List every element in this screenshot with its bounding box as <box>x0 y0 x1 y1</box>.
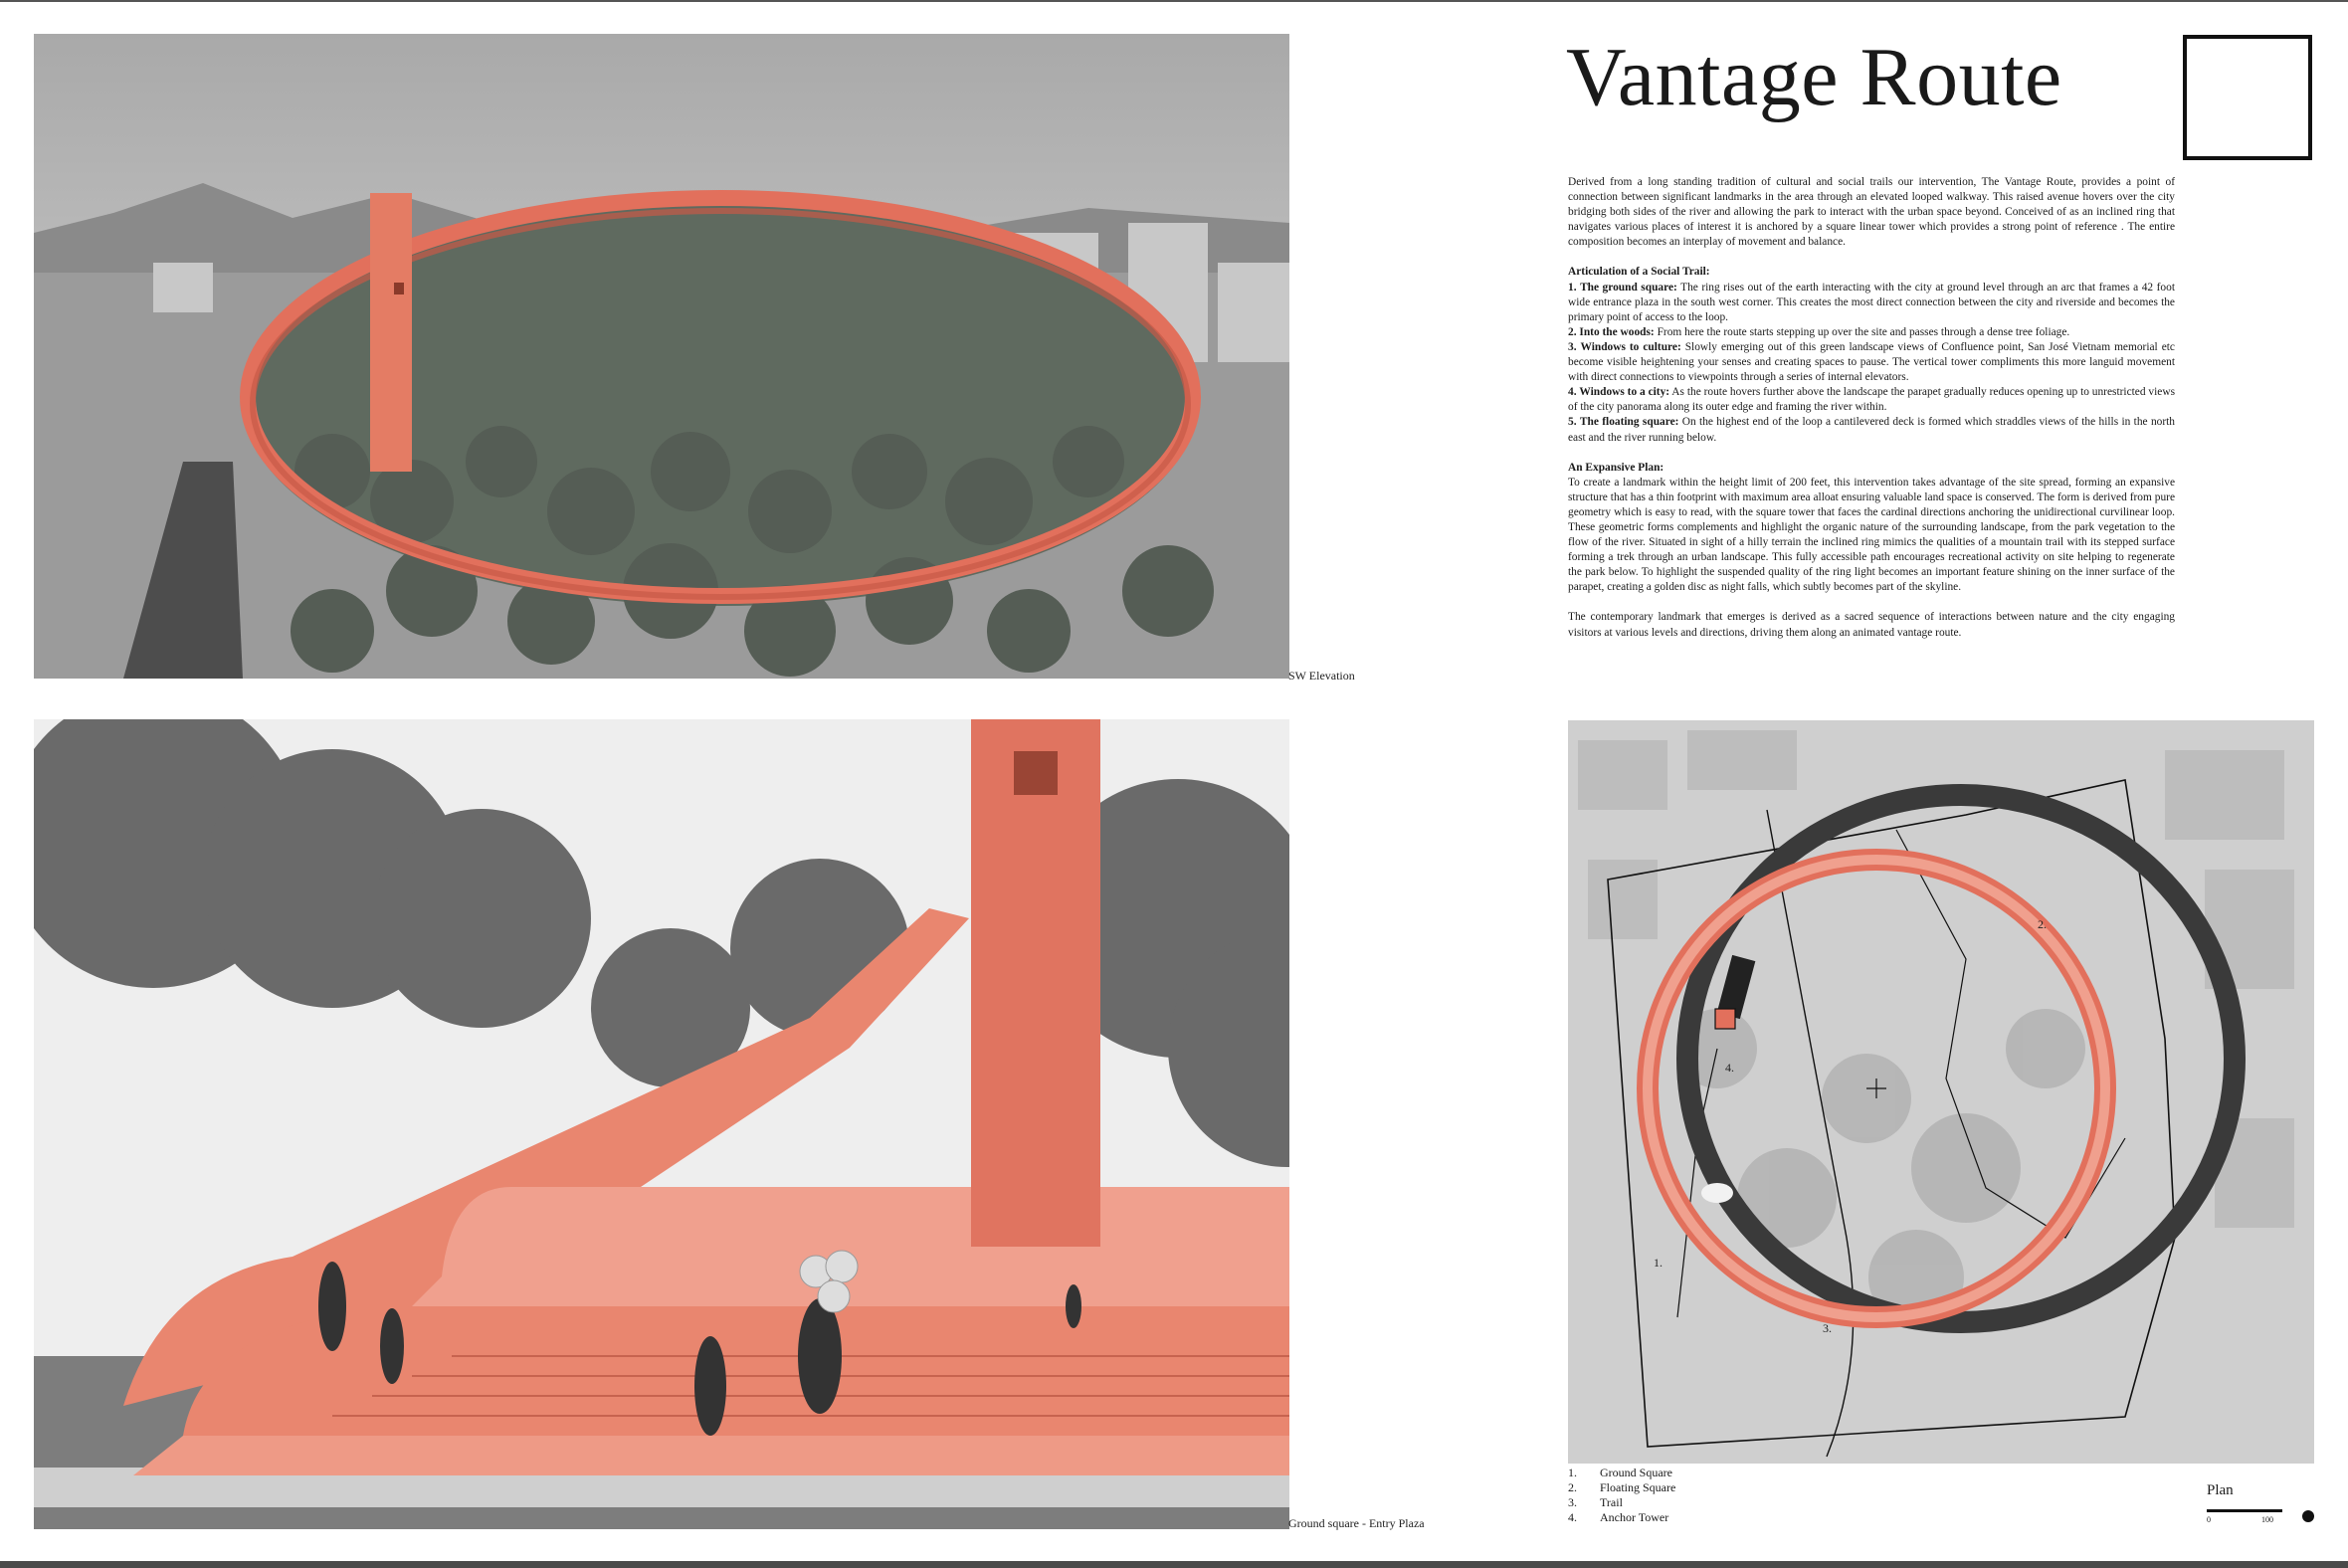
top-frame-line <box>0 0 2348 2</box>
scale-end-label: 100 <box>2261 1515 2273 1524</box>
scale-start-label: 0 <box>2207 1515 2211 1524</box>
legend-item: 4. Anchor Tower <box>1568 1510 1669 1524</box>
entry-plaza-image <box>34 719 1289 1529</box>
legend-item: 2. Floating Square <box>1568 1480 1676 1494</box>
trail-item-1: 1. The ground square: The ring rises out of the earth interacting with the city at ground level through an arc that frames a 42 foot wide entrance plaza in the south west corner. This creates the most direct connection between the city and riverside and becomes the primary point of access to the loop. <box>1568 281 2175 323</box>
entry-plaza-caption: Ground square - Entry Plaza <box>1288 1516 1425 1530</box>
site-plan-image <box>1568 720 2314 1464</box>
page-title: Vantage Route <box>1566 31 2062 123</box>
plan-section <box>1568 461 2175 596</box>
plan-paragraph: To create a landmark within the height limit of 200 feet, this intervention takes advantage of the site spread, forming an expansive structure that has a thin footprint with maximum area alloat ensuring valuable land space is conserved. The form is derived from pure geometry which is easy to read, with the square tower that faces the cardinal directions anchoring the unidirectional curvilinear loop. These geometric forms complements and highlight the organic nature of the surrounding landscape, from the park vegetation to the flow of the river. Situated in sight of a hilly terrain the inclined ring mimics the qualities of a mountain trail with its stepped surface forming a trek through an urban landscape. This fully accessible path encourages recreational activity on site helping to regenerate the park below. To highlight the suspended quality of the ring light becomes an important feature shining on the inner surface of the parapet, creating a golden disc as night falls, which subtly becomes part of the skyline. <box>1568 476 2175 594</box>
scale-bar <box>2207 1509 2282 1523</box>
plan-marker-3: 3. <box>1823 1321 1832 1335</box>
plan-marker-2: 2. <box>2038 917 2047 931</box>
trail-section <box>1568 265 2175 445</box>
plan-heading: An Expansive Plan: <box>1568 461 1664 474</box>
sw-elevation-image <box>34 34 1289 679</box>
square-logo-mark <box>2183 35 2312 160</box>
plan-legend <box>1568 1466 1675 1525</box>
intro-paragraph: Derived from a long standing tradition of cultural and social trails our intervention, The Vantage Route, provides a point of connection between significant landmarks in the area through an elevated looped walkway. This raised avenue hovers over the city bridging both sides of the river and allowing the park to interact with the urban space beyond. Conceived of as an inclined ring that navigates various places of interest it is anchored by a square linear tower which provides a strong point of reference . The entire composition becomes an interplay of movement and balance. <box>1568 176 2175 249</box>
north-arrow-icon <box>2302 1510 2314 1522</box>
legend-item: 3. Trail <box>1568 1495 1623 1509</box>
bottom-frame-line <box>0 1561 2348 1568</box>
trail-item-3: 3. Windows to culture: Slowly emerging out of this green landscape views of Confluence point, San José Vietnam memorial etc become visible heightening your senses and creating spaces to pause. The vertical tower compliments this more languid movement with direct connections to viewpoints through a series of internal elevators. <box>1568 340 2175 384</box>
trail-item-2: 2. Into the woods: From here the route starts stepping up over the site and passes through a dense tree foliage. <box>1568 325 2070 338</box>
trail-heading: Articulation of a Social Trail: <box>1568 266 1710 279</box>
sw-elevation-caption: SW Elevation <box>1288 669 1355 683</box>
plan-marker-1: 1. <box>1654 1256 1663 1270</box>
trail-item-5: 5. The floating square: On the highest end of the loop a cantilevered deck is formed which straddles views of the hills in the north east and the river running below. <box>1568 416 2175 444</box>
trail-item-4: 4. Windows to a city: As the route hovers further above the landscape the parapet gradually reduces opening up to unrestricted views of the city panorama along its outer edge and framing the river within. <box>1568 386 2175 414</box>
plan-label: Plan <box>2207 1482 2234 1498</box>
legend-item: 1. Ground Square <box>1568 1466 1672 1479</box>
plan-marker-4: 4. <box>1725 1061 1734 1075</box>
conclusion-paragraph: The contemporary landmark that emerges is derived as a sacred sequence of interactions between nature and the city engaging visitors at various levels and directions, driving them along an animated vantage route. <box>1568 611 2175 639</box>
description-text <box>1568 175 2175 656</box>
